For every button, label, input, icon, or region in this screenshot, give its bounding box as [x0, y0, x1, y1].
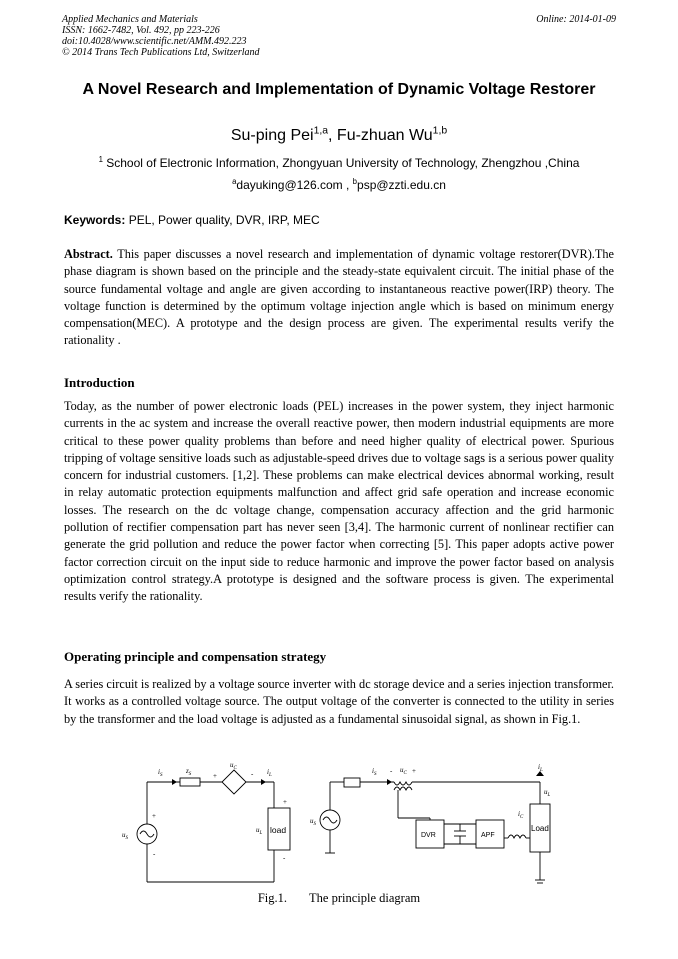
abstract-label: Abstract.	[64, 247, 113, 261]
intro-paragraph: Today, as the number of power electronic loads (PEL) increases in the power system, they inject harmonic currents in the ac system and increase the overall reactive power, then modern industrial equipments are more critical to these power quality problems than before and need higher quality of electrical power. Spurious tripping of voltage sensitive loads such as adjustable-speed drives due to voltage sags is a serious power quality concern for industrial customers. [1,2]. These problems can make electrical devices abnormal working, result in relay automatic protection equipments malfunction and affect grid safe operation and increase economic losses. The research on the dc voltage change, compensation accuracy affection and the grid harmonic pollution of rectifier compensation part has never seen [3,4]. The harmonic current of nonlinear rectifier can generate the grid pollution and reduce the power factor when correcting [5]. This paper adopts active power factor correction circuit on the input side to reduce harmonic and improve the power factor based on analysis optimization control strategy.A prototype is designed and the software process is given. The experimental results verify the rationality.	[64, 399, 614, 604]
journal-header	[62, 14, 616, 58]
left-il-label: $i_L$	[267, 768, 272, 778]
right-source-impedance	[344, 778, 360, 787]
left-us-label: $u_S$	[122, 831, 128, 841]
right-uc-plus: +	[412, 767, 416, 775]
left-circuit	[122, 761, 290, 882]
abstract-text: This paper discusses a novel research and implementation of dynamic voltage restorer(DVR).The phase diagram is shown based on the principle and the steady-state equivalent circuit. The initial phase of the source fundamental voltage and angle are given according to instantaneous reactive power(IRP) theory. The voltage function is determined by the optimum voltage injection angle which is based on minimum energy compensation(MEC). A prototype and the design process are given. The experimental results verify the rationality .	[64, 247, 614, 348]
apf-label: APF	[481, 832, 495, 839]
keywords-label: Keywords:	[64, 213, 126, 227]
email-b[interactable]: psp@zzti.edu.cn	[357, 178, 446, 192]
left-ul-minus: -	[283, 854, 286, 862]
figure-caption	[64, 890, 614, 906]
keywords	[64, 213, 616, 228]
email-line	[62, 178, 616, 193]
journal-doi: doi:10.4028/www.scientific.net/AMM.492.223	[62, 36, 247, 47]
figure-caption-text: The principle diagram	[309, 891, 421, 905]
left-uc-plus: +	[213, 772, 217, 780]
right-us-label: $u_S$	[310, 817, 316, 827]
controlled-voltage-source	[222, 770, 246, 794]
email-b-sup: b	[352, 177, 358, 186]
email-a-sup: a	[232, 177, 237, 186]
right-il-label: $i_L$	[538, 763, 543, 773]
author-separator: ,	[328, 127, 337, 144]
author-2-name: Fu-zhuan Wu	[336, 127, 433, 144]
email-a[interactable]: dayuking@126.com	[236, 178, 343, 192]
principle-diagram	[110, 758, 570, 888]
keywords-text: PEL, Power quality, DVR, IRP, MEC	[125, 213, 320, 227]
right-ic-label: $i_C$	[518, 810, 524, 820]
journal-issn: ISSN: 1662-7482, Vol. 492, pp 223-226	[62, 25, 220, 36]
figure-caption-label: Fig.1.	[257, 891, 288, 905]
right-is-label: $i_S$	[372, 767, 377, 777]
affiliation-text: School of Electronic Information, Zhongyuan University of Technology, Zhengzhou ,China	[102, 156, 580, 170]
left-us-minus: -	[153, 850, 156, 858]
left-load-label: load	[270, 825, 287, 835]
left-zs-label: $z_S$	[186, 767, 192, 777]
right-circuit	[310, 763, 551, 883]
left-uc-label: $u_C$	[230, 761, 237, 771]
right-uc-label: $u_C$	[400, 766, 407, 776]
email-separator: ,	[342, 178, 353, 192]
left-us-plus: +	[152, 812, 156, 820]
author-1-sup: 1,a	[313, 125, 329, 137]
left-is-label: $i_S$	[158, 768, 163, 778]
journal-copyright: © 2014 Trans Tech Publications Ltd, Switzerland	[62, 47, 260, 58]
paper-title: A Novel Research and Implementation of Dynamic Voltage Restorer	[82, 81, 596, 98]
intro-heading: Introduction	[64, 375, 135, 390]
dvr-label: DVR	[421, 832, 436, 839]
affiliation	[62, 156, 616, 171]
online-date: Online: 2014-01-09	[536, 14, 616, 25]
left-ul-plus: +	[283, 798, 287, 806]
operating-paragraph: A series circuit is realized by a voltage source inverter with dc storage device and a series injection transformer. It works as a controlled voltage source. The output voltage of the converter is connected to the utility in series by the transformer and the load voltage is adjusted as a fundamental sinusoidal signal, as shown in Fig.1.	[64, 677, 614, 726]
right-uc-minus: -	[390, 767, 393, 775]
journal-name: Applied Mechanics and Materials	[62, 14, 198, 25]
right-ul-label: $u_L$	[544, 788, 551, 798]
left-ul-label: $u_L$	[256, 826, 263, 836]
author-line	[62, 126, 616, 146]
right-load-label: Load	[531, 824, 549, 833]
affiliation-sup: 1	[98, 155, 103, 164]
source-impedance	[180, 778, 200, 786]
author-1-name: Su-ping Pei	[230, 127, 314, 144]
operating-heading: Operating principle and compensation strategy	[64, 649, 327, 664]
abstract	[64, 246, 614, 350]
author-2-sup: 1,b	[432, 125, 448, 137]
left-uc-minus: -	[251, 770, 254, 778]
